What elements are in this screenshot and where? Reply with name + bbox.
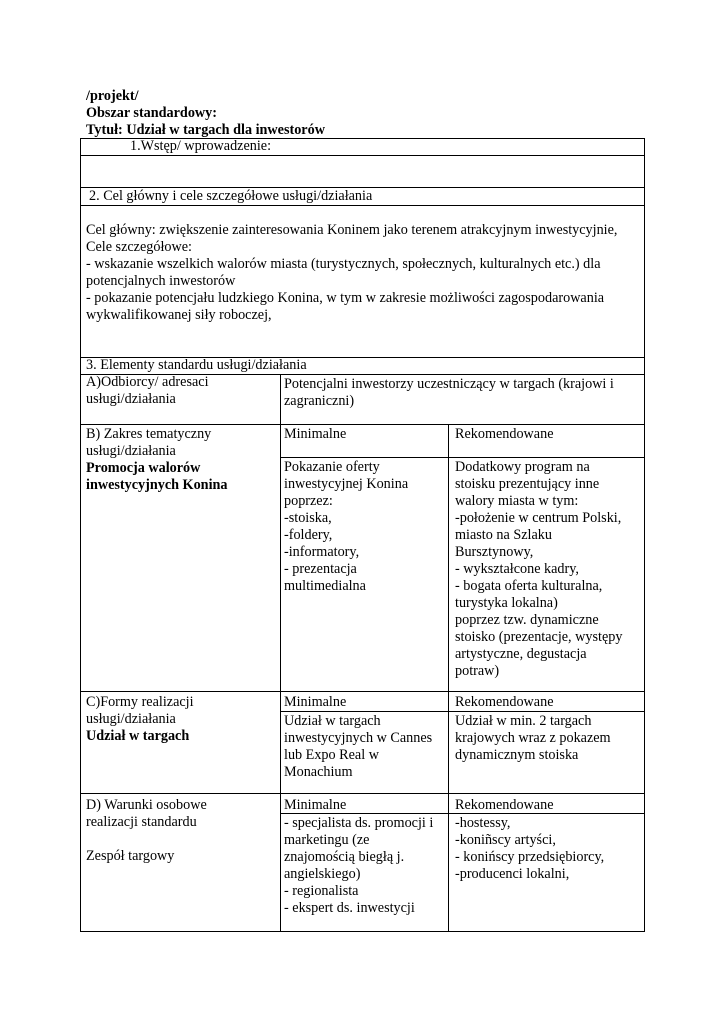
row-divider bbox=[80, 793, 645, 794]
minimal-item: - prezentacja bbox=[284, 561, 357, 577]
goals-line: Cele szczegółowe: bbox=[86, 239, 192, 255]
minimal-column-header: Minimalne bbox=[284, 797, 347, 813]
minimal-item: lub Expo Real w bbox=[284, 747, 379, 763]
recommended-item: -koniñscy artyści, bbox=[455, 832, 556, 848]
minimal-item: - ekspert ds. inwestycji bbox=[284, 900, 415, 916]
row-divider bbox=[80, 691, 645, 692]
recommended-item: artystyczne, degustacja bbox=[455, 646, 587, 662]
forms-label-bold: Udział w targach bbox=[86, 728, 190, 744]
row-divider bbox=[80, 424, 645, 425]
minimal-item: angielskiego) bbox=[284, 866, 361, 882]
minimal-item: -stoiska, bbox=[284, 510, 332, 526]
recommended-item: - konińscy przedsiębiorcy, bbox=[455, 849, 605, 865]
team-label: Zespół targowy bbox=[86, 848, 175, 864]
minimal-item: - specjalista ds. promocji i bbox=[284, 815, 434, 831]
recommended-item: stoisku prezentujący inne bbox=[455, 476, 600, 492]
goals-line: wykwalifikowanej siły roboczej, bbox=[86, 307, 272, 323]
recommended-column-header: Rekomendowane bbox=[455, 426, 554, 442]
minimal-item: multimedialna bbox=[284, 578, 366, 594]
minimal-item: marketingu (ze bbox=[284, 832, 370, 848]
recipients-label: usługi/działania bbox=[86, 391, 176, 407]
recommended-item: krajowych wraz z pokazem bbox=[455, 730, 611, 746]
area-label: Obszar standardowy: bbox=[86, 105, 217, 121]
scope-label: usługi/działania bbox=[86, 443, 176, 459]
forms-label: usługi/działania bbox=[86, 711, 176, 727]
goals-label: 2. Cel główny i cele szczegółowe usługi/działania bbox=[89, 188, 373, 204]
recommended-item: -położenie w centrum Polski, bbox=[455, 510, 622, 526]
topic-label: Promocja walorów bbox=[86, 460, 201, 476]
recommended-item: - wykształcone kadry, bbox=[455, 561, 579, 577]
recommended-item: -producenci lokalni, bbox=[455, 866, 570, 882]
recommended-item: miasto na Szlaku bbox=[455, 527, 552, 543]
minimal-item: -informatory, bbox=[284, 544, 360, 560]
recommended-column-header: Rekomendowane bbox=[455, 797, 554, 813]
personnel-label: realizacji standardu bbox=[86, 814, 197, 830]
forms-label: C)Formy realizacji bbox=[86, 694, 194, 710]
document-title: Tytuł: Udział w targach dla inwestorów bbox=[86, 122, 325, 138]
minimal-item: Pokazanie oferty bbox=[284, 459, 380, 475]
project-label: /projekt/ bbox=[86, 88, 139, 104]
goals-line: Cel główny: zwiększenie zainteresowania Koninem jako terenem atrakcyjnym inwestycyjnie, bbox=[86, 222, 618, 238]
recipients-value: Potencjalni inwestorzy uczestniczący w targach (krajowi i bbox=[284, 376, 614, 392]
recipients-value: zagraniczni) bbox=[284, 393, 355, 409]
minimal-item: - regionalista bbox=[284, 883, 359, 899]
scope-label: B) Zakres tematyczny bbox=[86, 426, 212, 442]
personnel-label: D) Warunki osobowe bbox=[86, 797, 207, 813]
recommended-column-header: Rekomendowane bbox=[455, 694, 554, 710]
elements-label: 3. Elementy standardu usługi/działania bbox=[86, 357, 307, 373]
minimal-item: -foldery, bbox=[284, 527, 333, 543]
recommended-item: Dodatkowy program na bbox=[455, 459, 590, 475]
recommended-item: Bursztynowy, bbox=[455, 544, 534, 560]
recommended-item: -hostessy, bbox=[455, 815, 511, 831]
recommended-item: - bogata oferta kulturalna, bbox=[455, 578, 603, 594]
row-divider bbox=[280, 711, 645, 712]
minimal-item: poprzez: bbox=[284, 493, 333, 509]
minimal-item: inwestycyjnych w Cannes bbox=[284, 730, 433, 746]
recommended-item: poprzez tzw. dynamiczne bbox=[455, 612, 599, 628]
intro-label: 1.Wstęp/ wprowadzenie: bbox=[130, 138, 272, 154]
column-divider bbox=[280, 374, 281, 932]
recommended-item: dynamicznym stoiska bbox=[455, 747, 579, 763]
topic-label: inwestycyjnych Konina bbox=[86, 477, 228, 493]
minimal-item: znajomością biegłą j. bbox=[284, 849, 405, 865]
recommended-item: walory miasta w tym: bbox=[455, 493, 579, 509]
recommended-item: stoisko (prezentacje, występy bbox=[455, 629, 623, 645]
minimal-item: inwestycyjnej Konina bbox=[284, 476, 409, 492]
recipients-label: A)Odbiorcy/ adresaci bbox=[86, 374, 209, 390]
minimal-column-header: Minimalne bbox=[284, 426, 347, 442]
goals-line: - pokazanie potencjału ludzkiego Konina, w tym w zakresie możliwości zagospodarowania bbox=[86, 290, 605, 306]
minimal-column-header: Minimalne bbox=[284, 694, 347, 710]
row-divider bbox=[80, 205, 645, 206]
row-divider bbox=[280, 457, 645, 458]
row-divider bbox=[80, 155, 645, 156]
minimal-item: Udział w targach bbox=[284, 713, 381, 729]
recommended-item: turystyka lokalna) bbox=[455, 595, 558, 611]
column-divider bbox=[448, 424, 449, 932]
recommended-item: potraw) bbox=[455, 663, 500, 679]
goals-line: - wskazanie wszelkich walorów miasta (turystycznych, społecznych, kulturalnych etc.) dla bbox=[86, 256, 601, 272]
recommended-item: Udział w min. 2 targach bbox=[455, 713, 592, 729]
minimal-item: Monachium bbox=[284, 764, 353, 780]
goals-line: potencjalnych inwestorów bbox=[86, 273, 236, 289]
